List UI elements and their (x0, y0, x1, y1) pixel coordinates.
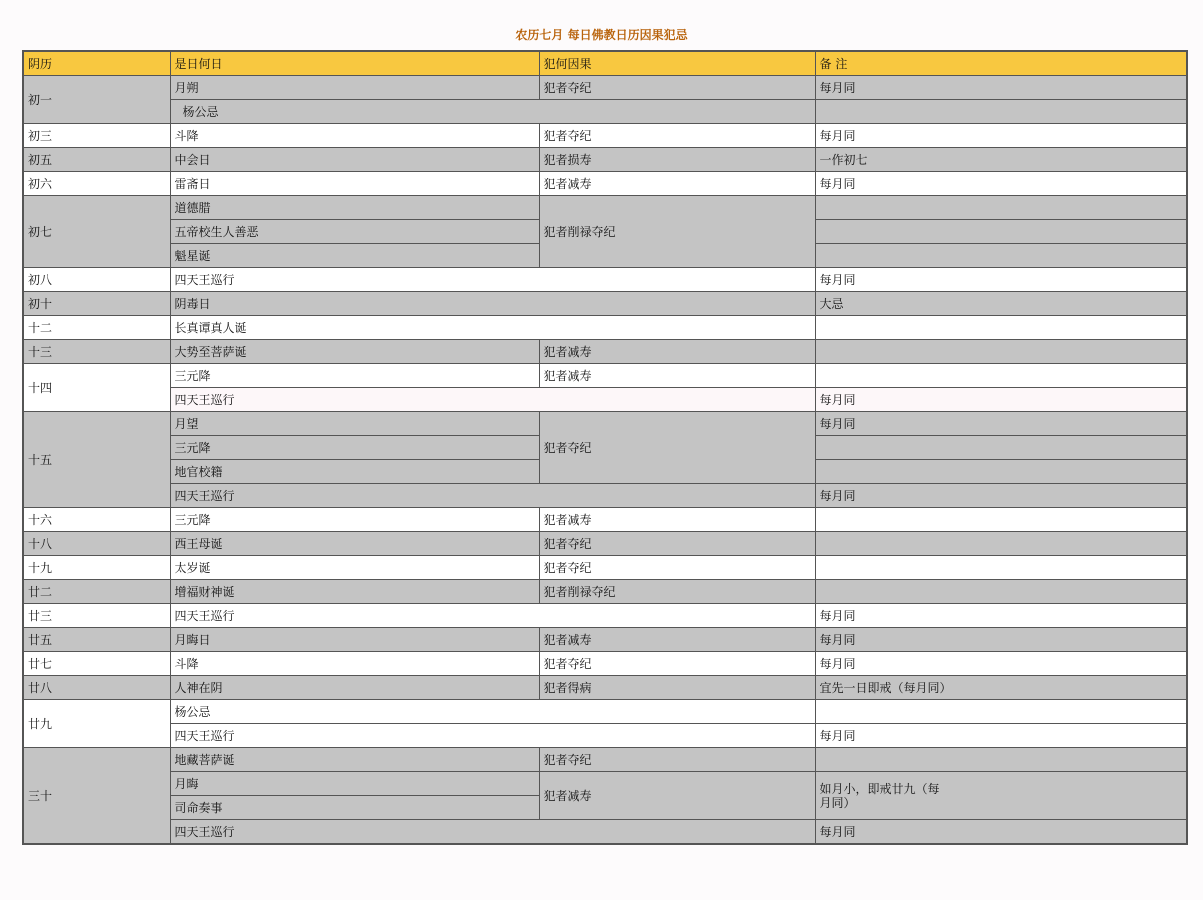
day-cell: 初七 (23, 196, 170, 268)
note-cell: 宜先一日即戒（每月同） (815, 676, 1187, 700)
day-cell: 十六 (23, 508, 170, 532)
table-row (23, 580, 1187, 604)
table-row (23, 556, 1187, 580)
note-cell (815, 460, 1187, 484)
day-cell: 十八 (23, 532, 170, 556)
event-cell: 太岁诞 (170, 556, 539, 580)
consequence-cell: 犯者夺纪 (539, 532, 815, 556)
consequence-cell: 犯者夺纪 (539, 748, 815, 772)
event-cell: 魁星诞 (170, 244, 539, 268)
event-cell: 雷斋日 (170, 172, 539, 196)
day-cell: 廿五 (23, 628, 170, 652)
note-cell (815, 340, 1187, 364)
event-cell: 杨公忌 (170, 700, 815, 724)
event-cell: 四天王巡行 (170, 724, 815, 748)
event-cell: 斗降 (170, 124, 539, 148)
consequence-cell: 犯者减寿 (539, 340, 815, 364)
consequence-cell: 犯者削禄夺纪 (539, 196, 815, 268)
table-row (23, 196, 1187, 220)
note-cell: 每月同 (815, 76, 1187, 100)
event-cell: 三元降 (170, 436, 539, 460)
consequence-cell: 犯者夺纪 (539, 652, 815, 676)
day-cell: 廿八 (23, 676, 170, 700)
event-cell: 西王母诞 (170, 532, 539, 556)
note-cell: 一作初七 (815, 148, 1187, 172)
table-row (23, 388, 1187, 412)
header-row (23, 51, 1187, 76)
event-cell: 地藏菩萨诞 (170, 748, 539, 772)
day-cell: 廿七 (23, 652, 170, 676)
consequence-cell: 犯者得病 (539, 676, 815, 700)
note-cell: 每月同 (815, 172, 1187, 196)
consequence-cell: 犯者夺纪 (539, 556, 815, 580)
table-row (23, 484, 1187, 508)
note-cell: 每月同 (815, 652, 1187, 676)
day-cell: 十四 (23, 364, 170, 412)
event-cell: 月晦日 (170, 628, 539, 652)
consequence-cell: 犯者减寿 (539, 172, 815, 196)
note-cell (815, 700, 1187, 724)
table-row (23, 292, 1187, 316)
day-cell: 十二 (23, 316, 170, 340)
note-cell (815, 316, 1187, 340)
day-cell: 廿九 (23, 700, 170, 748)
page-title: 农历七月 每日佛教日历因果犯忌 (515, 28, 688, 42)
table-row (23, 412, 1187, 436)
note-cell (815, 100, 1187, 124)
table-row (23, 124, 1187, 148)
event-cell: 月朔 (170, 76, 539, 100)
event-cell: 四天王巡行 (170, 820, 815, 845)
note-cell: 每月同 (815, 724, 1187, 748)
note-cell: 每月同 (815, 388, 1187, 412)
table-row (23, 268, 1187, 292)
event-cell: 月晦 (170, 772, 539, 796)
consequence-cell: 犯者减寿 (539, 772, 815, 820)
header-consequence: 犯何因果 (539, 51, 815, 76)
event-cell: 长真谭真人诞 (170, 316, 815, 340)
note-cell (815, 436, 1187, 460)
note-cell (815, 532, 1187, 556)
event-cell: 中会日 (170, 148, 539, 172)
day-cell: 十三 (23, 340, 170, 364)
day-cell: 三十 (23, 748, 170, 845)
consequence-cell: 犯者夺纪 (539, 412, 815, 484)
event-cell: 四天王巡行 (170, 268, 815, 292)
table-row (23, 724, 1187, 748)
header-note: 备 注 (815, 51, 1187, 76)
consequence-cell: 犯者损寿 (539, 148, 815, 172)
note-cell (815, 556, 1187, 580)
note-cell: 每月同 (815, 484, 1187, 508)
note-cell: 每月同 (815, 628, 1187, 652)
table-row (23, 676, 1187, 700)
table-row (23, 100, 1187, 124)
table-row (23, 532, 1187, 556)
day-cell: 初八 (23, 268, 170, 292)
table-row (23, 820, 1187, 845)
consequence-cell: 犯者减寿 (539, 628, 815, 652)
event-cell: 杨公忌 (170, 100, 815, 124)
table-row (23, 364, 1187, 388)
table-row (23, 172, 1187, 196)
day-cell: 廿三 (23, 604, 170, 628)
event-cell: 四天王巡行 (170, 388, 815, 412)
note-cell: 大忌 (815, 292, 1187, 316)
note-cell (815, 196, 1187, 220)
day-cell: 初三 (23, 124, 170, 148)
note-cell (815, 364, 1187, 388)
event-cell: 三元降 (170, 508, 539, 532)
event-cell: 人神在阴 (170, 676, 539, 700)
table-row (23, 316, 1187, 340)
table-row (23, 772, 1187, 796)
consequence-cell: 犯者减寿 (539, 508, 815, 532)
consequence-cell: 犯者夺纪 (539, 124, 815, 148)
event-cell: 三元降 (170, 364, 539, 388)
note-cell: 每月同 (815, 124, 1187, 148)
note-cell: 每月同 (815, 820, 1187, 845)
consequence-cell: 犯者削禄夺纪 (539, 580, 815, 604)
table-row (23, 700, 1187, 724)
note-cell: 每月同 (815, 604, 1187, 628)
event-cell: 大势至菩萨诞 (170, 340, 539, 364)
table-row (23, 508, 1187, 532)
table-row (23, 628, 1187, 652)
note-cell: 如月小，即戒廿九（每月同） (815, 772, 1187, 820)
event-cell: 四天王巡行 (170, 604, 815, 628)
day-cell: 初一 (23, 76, 170, 124)
event-cell: 道德腊 (170, 196, 539, 220)
table-row (23, 652, 1187, 676)
consequence-cell: 犯者夺纪 (539, 76, 815, 100)
table-row (23, 76, 1187, 100)
event-cell: 五帝校生人善恶 (170, 220, 539, 244)
note-cell: 每月同 (815, 268, 1187, 292)
consequence-cell: 犯者减寿 (539, 364, 815, 388)
day-cell: 初五 (23, 148, 170, 172)
table-row (23, 748, 1187, 772)
event-cell: 司命奏事 (170, 796, 539, 820)
day-cell: 十五 (23, 412, 170, 508)
note-cell (815, 508, 1187, 532)
event-cell: 地官校籍 (170, 460, 539, 484)
note-cell (815, 748, 1187, 772)
header-event: 是日何日 (170, 51, 539, 76)
day-cell: 初六 (23, 172, 170, 196)
event-cell: 四天王巡行 (170, 484, 815, 508)
note-cell (815, 580, 1187, 604)
note-cell: 每月同 (815, 412, 1187, 436)
note-cell (815, 244, 1187, 268)
day-cell: 十九 (23, 556, 170, 580)
event-cell: 增福财神诞 (170, 580, 539, 604)
header-lunar-day: 阴历 (23, 51, 170, 76)
day-cell: 廿二 (23, 580, 170, 604)
event-cell: 月望 (170, 412, 539, 436)
table-row (23, 340, 1187, 364)
calendar-table (22, 50, 1188, 845)
note-cell (815, 220, 1187, 244)
event-cell: 斗降 (170, 652, 539, 676)
table-row (23, 604, 1187, 628)
event-cell: 阴毒日 (170, 292, 815, 316)
day-cell: 初十 (23, 292, 170, 316)
table-row (23, 148, 1187, 172)
